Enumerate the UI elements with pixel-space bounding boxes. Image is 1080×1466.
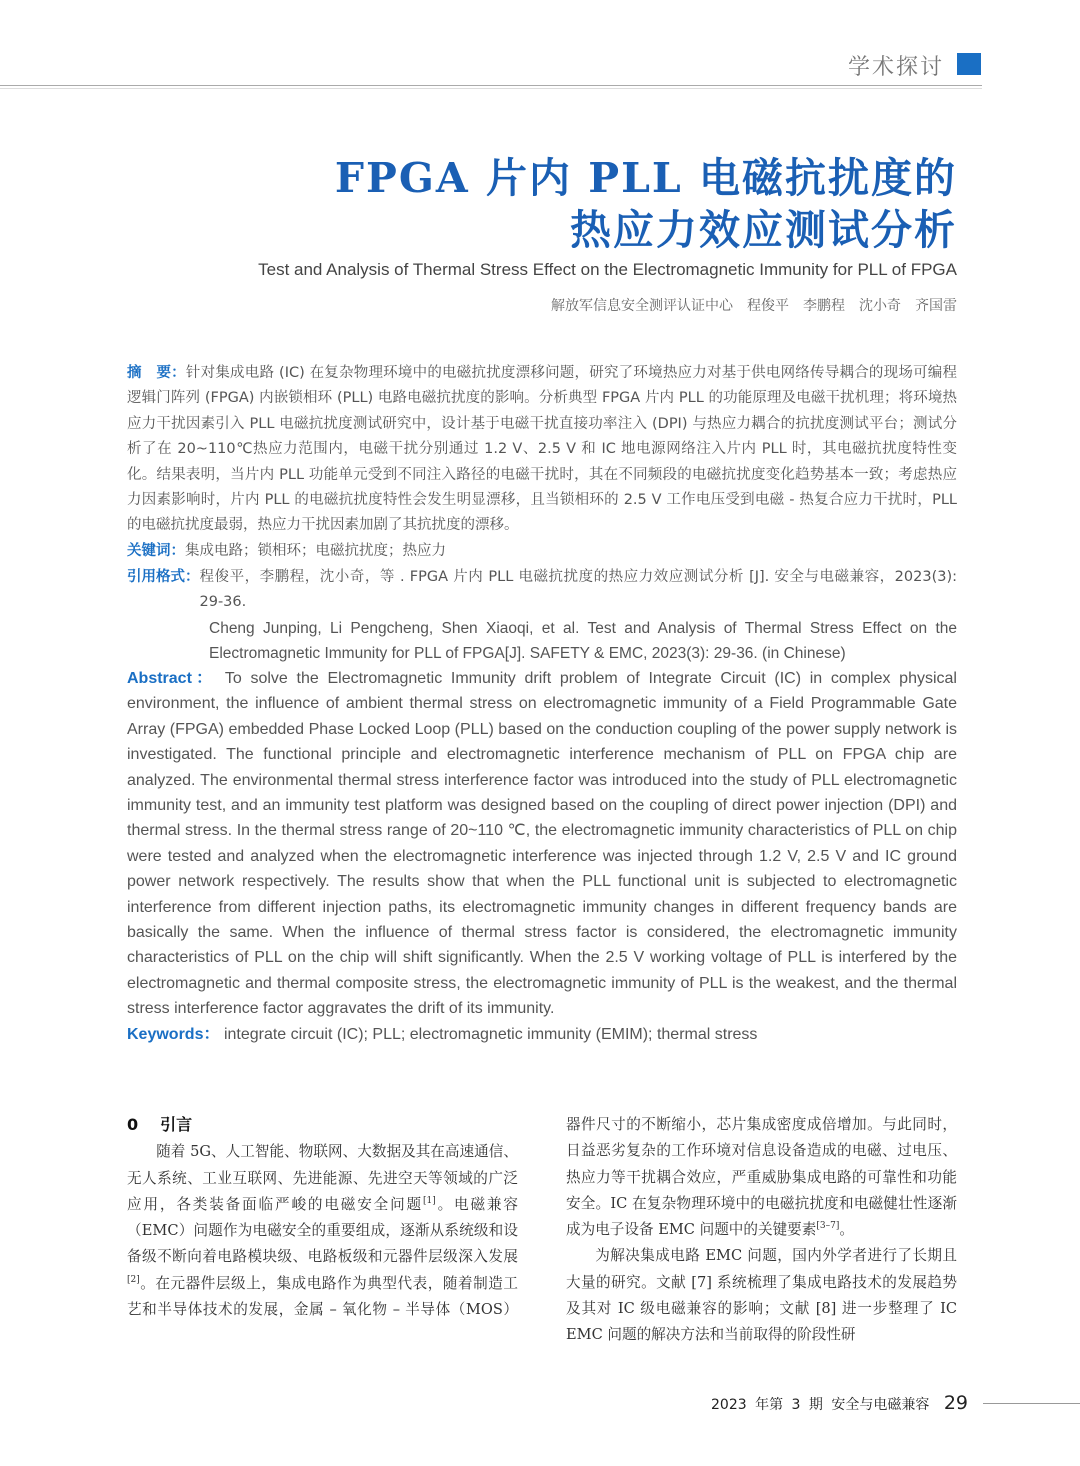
title-line-1: FPGA 片内 PLL 电磁抗扰度的 [334,154,957,202]
abstract-cn [127,361,957,539]
abstract-en [127,666,957,1022]
keywords-cn-label: 关键词： [127,543,185,559]
section-heading [127,1112,518,1138]
keywords-cn-text: 集成电路；锁相环；电磁抗扰度；热应力 [185,543,446,559]
title-line-2: 热应力效应测试分析 [570,206,957,254]
body-text: 为解决集成电路 EMC 问题，国内外学者进行了长期且大量的研究。文献 [7] 系统梳理了集成电路技术的发展趋势及其对 IC 级电磁兼容的影响；文献 [8] 进一步整理了 IC EMC 问题的解决方法和当前取得的阶段性研 [566,1247,957,1344]
citation-ref[interactable]: [1] [423,1195,436,1206]
footer-journal: 安全与电磁兼容 [831,1397,930,1413]
body-text: 随着 5G、人工智能、物联网、大数据及其在高速通信、无人系统、工业互联网、先进能源、先进空天等领域的广泛应用，各类装备面临严峻的电磁安全问题 [127,1143,518,1213]
keywords-cn [127,539,957,564]
abstract-cn-label: 摘 要： [127,365,186,381]
footer-issue: 2023 年第 3 期 [711,1397,823,1413]
authors: 解放军信息安全测评认证中心 程俊平 李鹏程 沈小奇 齐国雷 [551,298,957,314]
header-divider [0,85,982,89]
section-title: 引言 [160,1115,193,1134]
body-two-columns [127,1112,957,1349]
citation-ref[interactable]: [2] [127,1274,140,1285]
citation-cn: 程俊平，李鹏程，沈小奇，等 . FPGA 片内 PLL 电磁抗扰度的热应力效应测试分析 [J]. 安全与电磁兼容，2023(3): 29-36. [199,569,957,611]
header-accent-square [957,53,981,75]
citation-en: Cheng Junping, Li Pengcheng, Shen Xiaoqi, et al. Test and Analysis of Thermal Stress Effect on the Electromagnetic Immunity for PLL of FPGA[J]. SAFETY & EMC, 2023(3): 29-36. (in Chinese) [209,619,957,663]
abstract-en-label: Abstract： [127,670,217,687]
citation [127,565,957,667]
abstract-en-text: To solve the Electromagnetic Immunity drift problem of Integrate Circuit (IC) in complex physical environment, the influence of ambient thermal stress on electromagnetic immunity of a Field Programmable Gate Array (FPGA) embedded Phase Locked Loop (PLL) based on the conduction coupling of the power supply network is investigated. The functional principle and electromagnetic interference mechanism of PLL on FPGA chip are analyzed. The environmental thermal stress interference factor was introduced into the study of PLL electromagnetic immunity test, and an immunity test platform was designed based on the coupling of direct power injection (DPI) and thermal stress. In the thermal stress range of 20~110 ℃, the electromagnetic immunity characteristics of PLL on chip were tested and analyzed when the electromagnetic interference was injected through 1.2 V, 2.5 V and IC ground power network respectively. The results show that when the PLL functional unit is subjected to electromagnetic interference from different injection paths, its electromagnetic immunity changes in different frequency bands are basically the same. When the influence of thermal stress factor is considered, the electromagnetic immunity characteristics of PLL on the chip will shift significantly. When the 2.5 V working voltage of PLL is interfered by the electromagnetic and thermal composite stress, the electromagnetic immunity of PLL is the weakest, and the thermal stress interference factor aggravates the drift of its immunity. [127,670,957,1018]
keywords-en-label: Keywords： [127,1026,220,1043]
section-number: 0 [127,1115,139,1134]
paper-title [335,152,957,256]
footer-divider [983,1403,1080,1404]
body-text: 。 [839,1221,854,1239]
body-paragraph [566,1243,957,1348]
citation-label: 引用格式： [127,569,200,585]
body-text: 。在元器件层级上，集成电路作为典型代表，随着制造工艺和半导体技术的发展，金属 – 氧化物 – 半导体（MOS）器件尺寸的不断缩小，芯片集成密度成倍增加。与此同时，日益恶劣复杂的工作环境对信息设备造成的电磁、过电压、热应力等干扰耦合效应，严重威胁集成电路的可靠性和功能安全。IC 在复杂物理环境中的电磁抗扰度和电磁健壮性逐渐成为电子设备 EMC 问题中的关键要素 [127,1116,957,1319]
page-footer [711,1392,968,1414]
body-text: 。电磁兼容（EMC）问题作为电磁安全的重要组成，逐渐从系统级和设备级不断向着电路模块级、电路板级和元器件层级深入发展 [127,1195,518,1266]
citation-ref[interactable]: [3–7] [816,1221,840,1232]
abstract-cn-text: 针对集成电路 (IC) 在复杂物理环境中的电磁抗扰度漂移问题，研究了环境热应力对基于供电网络传导耦合的现场可编程逻辑门阵列 (FPGA) 内嵌锁相环 (PLL) 电路电磁抗扰度的影响。分析典型 FPGA 片内 PLL 的功能原理及电磁干扰机理；将环境热应力干扰因素引入 PLL 电磁抗扰度测试研究中，设计基于电磁干扰直接功率注入 (DPI) 与热应力耦合的抗扰度测试平台；测试分析了在 20~110℃热应力范围内，电磁干扰分别通过 1.2 V、2.5 V 和 IC 地电源网络注入片内 PLL 时，其电磁抗扰度特性变化。结果表明，当片内 PLL 功能单元受到不同注入路径的电磁干扰时，其在不同频段的电磁抗扰度变化趋势基本一致；考虑热应力因素影响时，片内 PLL 的电磁抗扰度特性会发生明显漂移，且当锁相环的 2.5 V 工作电压受到电磁 - 热复合应力干扰时，PLL 的电磁抗扰度最弱，热应力干扰因素加剧了其抗扰度的漂移。 [127,365,958,534]
section-header: 学术探讨 [847,55,944,80]
page-number: 29 [943,1392,968,1414]
keywords-en-text: integrate circuit (IC); PLL; electromagnetic immunity (EMIM); thermal stress [223,1026,758,1043]
english-title: Test and Analysis of Thermal Stress Effect on the Electromagnetic Immunity for PLL of FPGA [258,260,957,279]
keywords-en [127,1022,957,1047]
